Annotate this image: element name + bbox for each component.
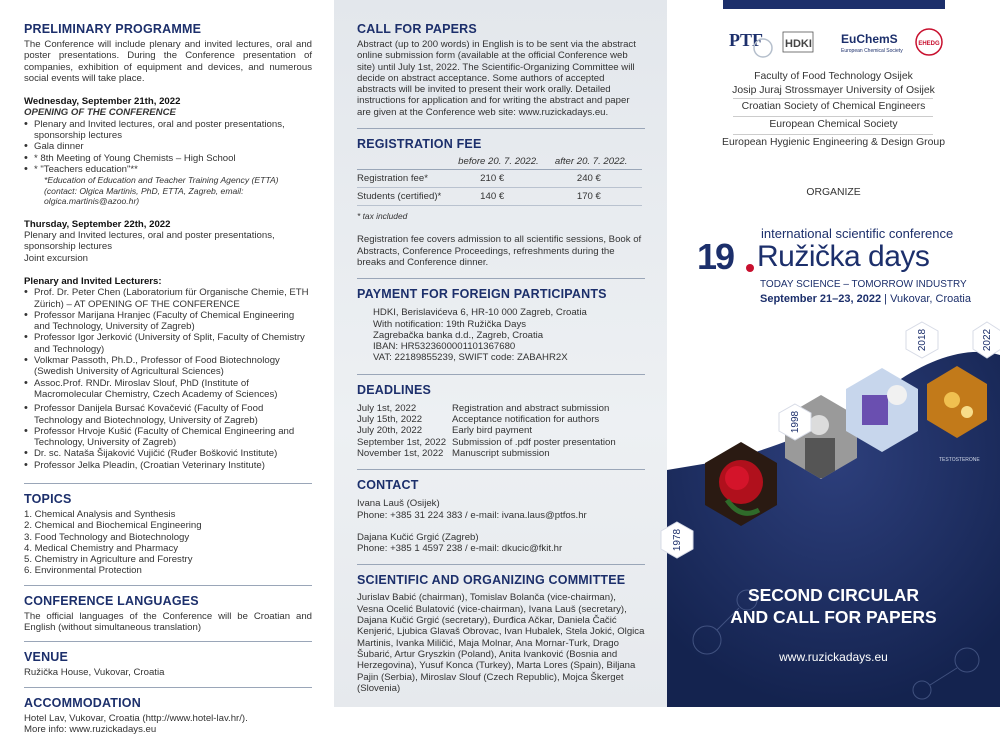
programme-column bbox=[0, 0, 334, 735]
deadline-row: July 1st, 2022 Registration and abstract submission bbox=[357, 402, 610, 414]
circular-title bbox=[667, 584, 1000, 628]
conf-name: Ružička days bbox=[757, 240, 930, 273]
divider bbox=[24, 585, 312, 586]
wed-item: • * "Teachers education"** bbox=[24, 164, 312, 175]
conf-subtitle: international scientific conference bbox=[761, 226, 954, 241]
wed-note: *Education of Education and Teacher Training Agency (ETTA) (contact: Olgica Martinis, PhD, ETTA, Zagreb, email: olgica.martinis@azoo.hr) bbox=[44, 175, 279, 207]
lecturer: • Dr. sc. Nataša Šijaković Vujičić (Ruđer Bošković Institute) bbox=[24, 448, 312, 459]
lecturer: • Professor Marijana Hranjec (Faculty of Chemical Engineering and Technology, University of Zagreb) bbox=[24, 310, 312, 333]
fee-cell: 240 € bbox=[555, 170, 642, 188]
svg-text:EuChemS: EuChemS bbox=[841, 32, 898, 46]
conf-number: 19 bbox=[697, 236, 734, 277]
place: | Vukovar, Croatia bbox=[884, 293, 971, 305]
topic: 2. Chemical and Biochemical Engineering bbox=[24, 520, 202, 532]
thu-date: Thursday, September 22th, 2022 bbox=[24, 218, 171, 230]
prelim-title: PRELIMINARY PROGRAMME bbox=[24, 22, 202, 36]
lecturers-title: Plenary and Invited Lecturers: bbox=[24, 275, 162, 287]
deadline-row: July 20th, 2022 Early bird payment bbox=[357, 425, 532, 437]
payment-line: HDKI, Berislavićeva 6, HR-10 000 Zagreb, Croatia bbox=[373, 307, 587, 319]
lecturer: • Professor Igor Jerković (University of Split, Faculty of Chemistry and Technology) bbox=[24, 332, 312, 355]
affiliation: European Chemical Society bbox=[769, 119, 898, 130]
circular-line: SECOND CIRCULAR bbox=[747, 585, 920, 605]
deadline-row: September 1st, 2022 Submission of .pdf poster presentation bbox=[357, 436, 616, 448]
lecturer: • Volkmar Passoth, Ph.D., Professor of Food Biotechnology (Swedish University of Agricultural Sciences) bbox=[24, 355, 312, 378]
divider bbox=[357, 128, 645, 129]
svg-text:HDKI: HDKI bbox=[785, 38, 812, 50]
contact-name: Dajana Kučić Grgić (Zagreb) bbox=[357, 531, 479, 543]
languages-title: CONFERENCE LANGUAGES bbox=[24, 593, 199, 608]
deadline-row: July 15th, 2022 Acceptance notification for authors bbox=[357, 414, 600, 426]
tagline: TODAY SCIENCE – TOMORROW INDUSTRY bbox=[760, 279, 967, 290]
topic: 6. Environmental Protection bbox=[24, 565, 142, 577]
payment-line: With notification: 19th Ružička Days bbox=[373, 318, 527, 330]
payment-line: IBAN: HR5323600001101367680 bbox=[373, 341, 516, 353]
svg-text:European Chemical Society: European Chemical Society bbox=[841, 48, 903, 54]
languages-text: The official languages of the Conference will be Croatian and English (without simultaneous translation) bbox=[24, 610, 312, 634]
fee-text: Registration fee covers admission to all scientific sessions, Book of Abstracts, Conference Proceedings, refreshments during the breaks and Conference dinner. bbox=[357, 234, 642, 268]
website-link[interactable]: www.ruzickadays.eu bbox=[779, 650, 888, 664]
divider bbox=[357, 278, 645, 279]
divider bbox=[24, 483, 312, 484]
affiliation: Josip Juraj Strossmayer University of Osijek bbox=[732, 85, 935, 96]
accommodation-title: ACCOMMODATION bbox=[24, 695, 141, 710]
lecturer: • Professor Jelka Pleadin, (Croatian Veterinary Institute) bbox=[24, 460, 312, 471]
thu-text: Plenary and Invited lectures, oral and poster presentations, sponsorship lectures bbox=[24, 230, 275, 253]
fee-table bbox=[357, 154, 642, 206]
fee-note: * tax included bbox=[357, 211, 408, 222]
fee-cell: Registration fee* bbox=[357, 170, 458, 188]
venue-text: Ružička House, Vukovar, Croatia bbox=[24, 667, 165, 679]
accommodation-text: Hotel Lav, Vukovar, Croatia (http://www.hotel-lav.hr/). bbox=[24, 712, 248, 724]
contact-title: CONTACT bbox=[357, 478, 419, 493]
more-info-link[interactable]: More info: www.ruzickadays.eu bbox=[24, 723, 157, 735]
payment-title: PAYMENT FOR FOREIGN PARTICIPANTS bbox=[357, 287, 607, 302]
divider bbox=[357, 469, 645, 470]
divider bbox=[24, 687, 312, 688]
fee-header bbox=[357, 154, 458, 170]
organize-label: ORGANIZE bbox=[806, 187, 861, 198]
affiliation: European Hygienic Engineering & Design Group bbox=[722, 137, 945, 148]
year-label: 1978 bbox=[672, 528, 683, 552]
svg-text:EHEDG: EHEDG bbox=[918, 41, 940, 47]
divider bbox=[357, 564, 645, 565]
dates: September 21–23, 2022 bbox=[760, 293, 882, 305]
wed-item: • Gala dinner bbox=[24, 141, 312, 152]
info-column bbox=[334, 0, 667, 707]
affiliation: Croatian Society of Chemical Engineers bbox=[741, 101, 926, 112]
deadlines-title: DEADLINES bbox=[357, 382, 432, 397]
fee-header: before 20. 7. 2022. bbox=[458, 154, 555, 170]
fee-cell: 170 € bbox=[555, 188, 642, 206]
topic: 4. Medical Chemistry and Pharmacy bbox=[24, 542, 179, 554]
topic: 1. Chemical Analysis and Synthesis bbox=[24, 509, 176, 520]
circular-line: AND CALL FOR PAPERS bbox=[730, 607, 937, 627]
topics-title: TOPICS bbox=[24, 492, 72, 506]
fee-cell: Students (certified)* bbox=[357, 188, 458, 206]
cfp-title: CALL FOR PAPERS bbox=[357, 22, 477, 36]
wed-date: Wednesday, September 21th, 2022 bbox=[24, 96, 181, 108]
fee-cell: 140 € bbox=[458, 188, 555, 206]
wed-item: • Plenary and Invited lectures, oral and poster presentations, sponsorship lectures bbox=[24, 119, 312, 142]
topic: 5. Chemistry in Agriculture and Forestry bbox=[24, 554, 193, 566]
cfp-text: Abstract (up to 200 words) in English is to be sent via the abstract online submission form (available at the official Conference web site) until July 1st, 2022. The Scientific-Organizing Committee will decide on abstract acceptance. Some authors of accepted abstracts will be invited to present their work orally. Detailed instructions for application and for writing the abstract and paper are given at the Conference web site: www.ruzickadays.eu. bbox=[357, 39, 636, 118]
contact-phone[interactable]: Phone: +385 31 224 383 / e-mail: ivana.laus@ptfos.hr bbox=[357, 509, 587, 521]
photo-label: TESTOSTERONE bbox=[939, 457, 980, 463]
lecturer: • Professor Hrvoje Kušić (Faculty of Chemical Engineering and Technology, University of Zagreb) bbox=[24, 426, 312, 449]
topic: 3. Food Technology and Biotechnology bbox=[24, 531, 190, 543]
wed-sub: OPENING OF THE CONFERENCE bbox=[24, 107, 176, 119]
lecturer: • Assoc.Prof. RNDr. Miroslav Slouf, PhD (Institute of Macromolecular Chemistry, Czech Academy of Sciences) bbox=[24, 378, 312, 401]
payment-line: Zagrebačka banka d.d., Zagreb, Croatia bbox=[373, 329, 544, 341]
contact-phone[interactable]: Phone: +385 1 4597 238 / e-mail: dkucic@fkit.hr bbox=[357, 543, 563, 555]
venue-title: VENUE bbox=[24, 650, 69, 665]
divider bbox=[24, 641, 312, 642]
fee-header: after 20. 7. 2022. bbox=[555, 154, 642, 170]
thu-text: Joint excursion bbox=[24, 252, 88, 264]
year-label: 2018 bbox=[917, 328, 928, 352]
prelim-text: The Conference will include plenary and invited lectures, oral and poster presentations. During the Conference presentation of companies, exhibition of equipment and devices, and numerous social events will take place. bbox=[24, 39, 312, 84]
payment-line: VAT: 22189855239, SWIFT code: ZABAHR2X bbox=[373, 352, 568, 364]
committee-title: SCIENTIFIC AND ORGANIZING COMMITTEE bbox=[357, 573, 626, 588]
fee-cell: 210 € bbox=[458, 170, 555, 188]
table-row bbox=[357, 170, 642, 188]
svg-text:PTF: PTF bbox=[729, 30, 763, 50]
lecturer: • Professor Danijela Bursać Kovačević (Faculty of Food Technology and Biotechnology, University of Zagreb) bbox=[24, 403, 312, 426]
lecturer: • Prof. Dr. Peter Chen (Laboratorium für Organische Chemie, ETH Zürich) – AT OPENING OF THE CONFERENCE bbox=[24, 287, 312, 310]
contact-name: Ivana Lauš (Osijek) bbox=[357, 498, 440, 510]
table-row bbox=[357, 188, 642, 206]
divider bbox=[357, 374, 645, 375]
cover-column bbox=[667, 0, 1000, 707]
year-label: 2022 bbox=[982, 328, 993, 352]
fee-title: REGISTRATION FEE bbox=[357, 137, 482, 152]
wed-item: • * 8th Meeting of Young Chemists – High School bbox=[24, 153, 312, 164]
committee-text: Jurislav Babić (chairman), Tomislav Bolanča (vice-chairman), Vesna Ocelić Bulatović (vice-chairman), Ivana Lauš (secretary), Dajana Kučić Grgić (secretary), Đurđica Ačkar, Daniela Čačić Kenjerić, Ljubica Glavaš Obrovac, Ivan Hubalek, Stela Jokić, Olgica Martinis, Ivanka Miličić, Maja Molnar, Ana Mornar-Turk, Drago Šubarić, Artur Gryszkin (Poland), Anita Ivanković (Bosnia and Herzegovina), Yusuf Konca (Turkey), Marta Lores (Spain), Biljana Pajin (Serbia), Miroslav Slouf (Czech Republic), Mojca Škerget (Slovenia) bbox=[357, 592, 645, 694]
affiliation: Faculty of Food Technology Osijek bbox=[754, 71, 913, 82]
deadline-row: November 1st, 2022 Manuscript submission bbox=[357, 447, 550, 459]
year-label: 1998 bbox=[790, 410, 801, 434]
